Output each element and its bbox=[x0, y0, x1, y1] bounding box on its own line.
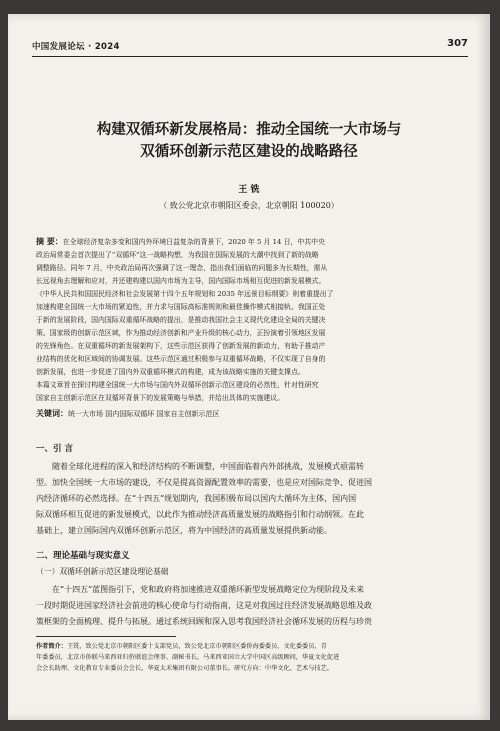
footnote-rule bbox=[36, 636, 176, 637]
body-line: 内经济循环的必然选择。在“十四五”规划期内，我国积极布局以国内大循环为主体，国内国 bbox=[36, 494, 357, 503]
abstract-line: 国家自主创新示范区在双循环背景下的发展策略与举措，并给出具体的实施建议。 bbox=[36, 394, 285, 402]
section-heading: 一、引 言 bbox=[36, 444, 73, 454]
abstract-line: 于新的发展阶段，国内国际双重循环战略的提出，是推动我国社会主义现代化建设全局的关键决 bbox=[36, 316, 326, 324]
abstract-line: 的先锋角色。在双重循环的新发展架构下，这些示范区获得了创新发展的新动力，有助于推动产 bbox=[36, 342, 326, 350]
keywords-text: 统一大市场 国内国际双循环 国家自主创新示范区 bbox=[68, 410, 220, 418]
abstract-label: 摘 要： bbox=[36, 237, 63, 246]
running-header bbox=[32, 36, 468, 56]
author-affiliation: （ 致公党北京市朝阳区委会，北京朝阳 100020） bbox=[159, 201, 339, 210]
footnote-label: 作者简介： bbox=[36, 643, 67, 650]
abstract-line: 加速构建全国统一大市场的紧迫性，并力求与国际高标准规则和最佳操作模式相接轨。我国正处 bbox=[36, 303, 326, 311]
keywords bbox=[36, 408, 219, 419]
footnote-line: 作者简介：王铣，致公党北京市朝阳区委十支部党员，致公党北京市朝阳区委侨海委委员、文化委委员、青 bbox=[36, 643, 327, 650]
keywords-label: 关键词： bbox=[36, 409, 68, 418]
abstract-line: 《中华人民共和国国民经济和社会发展第十四个五年规划和 2035 年远景目标纲要》则着重提出了 bbox=[36, 290, 334, 298]
body-line: 随着全球化进程的深入和经济结构的不断调整，中国面临着内外部挑战，发展模式亟需转 bbox=[52, 462, 364, 471]
body-line: 基础上，建立国际国内双循环创新示范区，将为中国经济的高质量发展提供新动能。 bbox=[36, 526, 332, 535]
body-line: 一段时期促进国家经济社会前进的核心使命与行动指南，这是对我国过往经济发展战略思维及政 bbox=[36, 601, 372, 610]
abstract-line: 长远视角去理解和应对，并还建构建以国内市场为主导，国内国际市场相互促进的新发展模式。 bbox=[36, 277, 326, 285]
journal-name: 中国发展论坛 · 2024 bbox=[32, 42, 120, 52]
subsection-heading: （一）双循环创新示范区建设理论基础 bbox=[36, 567, 169, 576]
body-line: 策框架的全面梳理、提升与拓展。通过系统回顾和深入思考我国经济社会循环发展的历程与珍贵 bbox=[36, 617, 372, 626]
abstract-line: 政治局常委会首次提出了“双循环”这一战略构想，为我国在国际发展的大潮中找到了新的战略 bbox=[36, 251, 319, 259]
article-title-line-1: 构建双循环新发展格局：推动全国统一大市场与 bbox=[96, 122, 402, 138]
body-line: 际双循环相互促进的新发展模式，以此作为推动经济高质量发展的战略指引和行动纲领。在此 bbox=[36, 510, 364, 519]
page-number: 307 bbox=[447, 38, 468, 49]
abstract-line: 调整路径。同年 7 月，中央政治局再次强调了这一理念，指出我们面临的问题多为长期性，需从 bbox=[36, 264, 328, 272]
body-line: 在“十四五”蓝图指引下，党和政府将加速推进双重循环新型发展战略定位为现阶段及未来 bbox=[52, 585, 365, 594]
footnote-line: 年委委员，北京市侨联马来西亚归侨联谊会理事、副秘书长，马来西亚国立大学中国区高级顾问，华夏文化促进 bbox=[36, 654, 340, 661]
abstract-line: 策。国家级的创新示范区域，作为推动经济创新和产业升级的核心动力，正扮演着引领地区发展 bbox=[36, 329, 326, 337]
header-rule bbox=[32, 56, 468, 57]
body-line: 型。加快全国统一大市场的建设，不仅是提高资源配置效率的需要，也是应对国际竞争、促进国 bbox=[36, 478, 372, 487]
author-name: 王 铣 bbox=[238, 185, 260, 195]
abstract-line: 本篇文章旨在探讨构建全国统一大市场与国内外双循环创新示范区建设的必然性，针对性研究 bbox=[36, 381, 319, 389]
abstract-line: 摘 要：在全球经济复杂多变和国内外环境日益复杂的背景下，2020 年 5 月 14 日，中共中央 bbox=[36, 237, 325, 246]
abstract-line: 业结构的优化和区域间的协调发展。这些示范区通过积极参与双重循环战略，不仅实现了自身的 bbox=[36, 355, 326, 363]
abstract-line: 创新发展，也进一步促进了国内外双重循环模式的构建，成为该战略实施的关键支撑点。 bbox=[36, 368, 305, 376]
footnote-line: 会会长助理、文化教育专业委员会会长，华夏太禾集团有限公司董事长。研究方向：中华文化、艺术与技艺。 bbox=[36, 665, 333, 672]
article-title-line-2: 双循环创新示范区建设的战略路径 bbox=[140, 144, 358, 160]
section-heading: 二、理论基础与现实意义 bbox=[36, 551, 130, 561]
document-page bbox=[8, 14, 490, 720]
